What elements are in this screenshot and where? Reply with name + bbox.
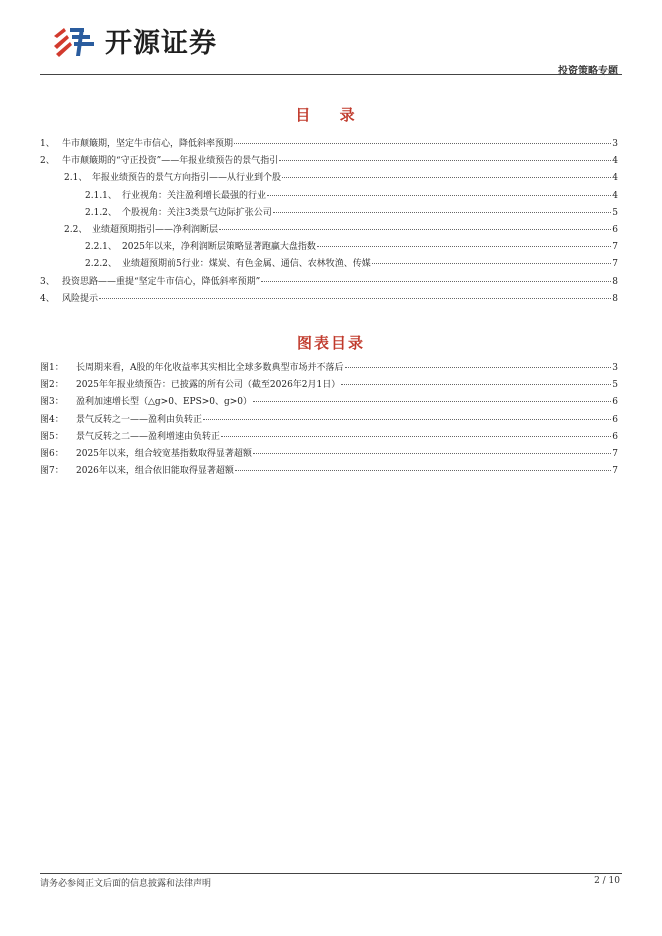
figure-entry-number: 图7：	[40, 466, 64, 477]
toc-entry-page: 8	[612, 276, 618, 287]
toc-entry-page: 4	[612, 173, 618, 184]
figures-title: 图表目录	[296, 334, 365, 352]
figure-entry-number: 图1：	[40, 363, 64, 373]
figures-list	[40, 360, 618, 480]
toc-entry-number: 2.1.2、	[85, 207, 117, 218]
figure-entry-text: 景气反转之一——盈利由负转正	[76, 414, 203, 425]
figure-entry-number: 图5：	[40, 431, 64, 442]
toc-entry-number: 2、	[40, 156, 55, 167]
dot-leader	[317, 246, 611, 247]
toc-entry-number: 4、	[40, 293, 55, 304]
toc-entry-page: 4	[612, 156, 618, 167]
toc-entry-3[interactable]	[40, 274, 618, 291]
footer-divider	[40, 873, 622, 874]
brand-logo	[50, 20, 217, 60]
toc-entry-page: 5	[612, 207, 618, 218]
toc-entry-2-1[interactable]	[40, 170, 618, 187]
figure-entry-1[interactable]	[40, 360, 618, 377]
figure-entry-text: 景气反转之二——盈利增速由负转正	[76, 431, 221, 442]
toc-entry-2-2-1[interactable]	[40, 239, 618, 256]
figure-entry-page: 3	[612, 363, 618, 373]
header-divider	[40, 74, 622, 75]
figure-entry-4[interactable]	[40, 412, 618, 429]
toc-entry-page: 7	[612, 242, 618, 253]
toc-entry-2-1-1[interactable]	[40, 188, 618, 205]
toc-entry-page: 6	[612, 224, 618, 235]
figure-entry-number: 图4：	[40, 414, 64, 425]
toc-entry-text: 年报业绩预告的景气方向指引——从行业到个股	[92, 173, 282, 184]
toc-entry-number: 2.2、	[64, 224, 88, 235]
toc-entry-page: 7	[612, 259, 618, 270]
toc-entry-2-2-2[interactable]	[40, 256, 618, 273]
dot-leader	[219, 229, 611, 230]
figure-entry-page: 7	[612, 466, 618, 477]
dot-leader	[345, 367, 612, 368]
dot-leader	[234, 143, 611, 144]
dot-leader	[99, 298, 611, 299]
figure-entry-page: 6	[612, 397, 618, 408]
figure-entry-page: 6	[612, 431, 618, 442]
toc-title: 目 录	[295, 106, 367, 124]
figure-entry-number: 图3：	[40, 397, 64, 408]
toc-entry-4[interactable]	[40, 291, 618, 308]
figure-entry-page: 5	[612, 380, 618, 391]
dot-leader	[221, 436, 611, 437]
toc-entry-text: 牛市颠簸期的“守正投资”——年报业绩预告的景气指引	[62, 156, 279, 167]
toc-entry-number: 2.2.2、	[85, 259, 117, 270]
toc-entry-text: 风险提示	[62, 293, 99, 304]
toc-entry-page: 3	[612, 139, 618, 149]
figure-entry-text: 长周期来看，A股的年化收益率其实相比全球多数典型市场并不落后	[76, 363, 344, 373]
toc-entry-text: 个股视角：关注3类景气边际扩张公司	[122, 207, 272, 218]
toc-entry-text: 业绩超预期前5行业：煤炭、有色金属、通信、农林牧渔、传媒	[122, 259, 371, 270]
dot-leader	[253, 401, 611, 402]
dot-leader	[261, 281, 611, 282]
dot-leader	[341, 384, 611, 385]
toc-entry-text: 行业视角：关注盈利增长最强的行业	[122, 190, 267, 201]
toc-entry-number: 2.1.1、	[85, 190, 117, 201]
footer-disclaimer: 请务必参阅正文后面的信息披露和法律声明	[40, 879, 212, 889]
page-number: 2 / 10	[594, 876, 620, 886]
dot-leader	[282, 177, 611, 178]
toc-entry-page: 4	[612, 190, 618, 201]
figure-entry-text: 2026年以来，组合依旧能取得显著超额	[76, 466, 234, 477]
toc-entry-text: 业绩超预期指引——净利润断层	[92, 224, 219, 235]
brand-name: 开源证券	[105, 27, 217, 59]
toc-entry-text: 2025年以来，净利润断层策略显著跑赢大盘指数	[122, 242, 316, 253]
figure-entry-number: 图2：	[40, 380, 64, 391]
figure-entry-number: 图6：	[40, 448, 64, 459]
dot-leader	[203, 419, 611, 420]
toc-entry-2-1-2[interactable]	[40, 205, 618, 222]
toc-entry-2[interactable]	[40, 153, 618, 170]
figure-entry-text: 盈利加速增长型（△g>0、EPS>0、g>0）	[76, 397, 253, 408]
toc-entry-number: 2.2.1、	[85, 242, 117, 253]
toc-entry-number: 3、	[40, 276, 55, 287]
logo-mark-icon	[50, 22, 100, 58]
toc-entry-text: 牛市颠簸期，坚定牛市信心，降低斜率预期	[62, 139, 234, 149]
dot-leader	[267, 195, 611, 196]
figure-entry-5[interactable]	[40, 429, 618, 446]
dot-leader	[273, 212, 612, 213]
toc-entry-number: 1、	[40, 139, 55, 149]
dot-leader	[372, 263, 612, 264]
figure-entry-page: 7	[612, 448, 618, 459]
figure-entry-page: 6	[612, 414, 618, 425]
figure-entry-text: 2025年年报业绩预告：已披露的所有公司（截至2026年2月1日）	[76, 380, 341, 391]
dot-leader	[235, 470, 611, 471]
report-type-label: 投资策略专题	[558, 66, 618, 77]
figure-entry-2[interactable]	[40, 377, 618, 394]
toc-entry-2-2[interactable]	[40, 222, 618, 239]
figure-entry-6[interactable]	[40, 446, 618, 463]
toc-list	[40, 136, 618, 308]
dot-leader	[279, 160, 611, 161]
dot-leader	[253, 453, 611, 454]
figure-entry-text: 2025年以来，组合较宽基指数取得显著超额	[76, 448, 252, 459]
toc-entry-page: 8	[612, 293, 618, 304]
figure-entry-7[interactable]	[40, 463, 618, 480]
toc-entry-number: 2.1、	[64, 173, 88, 184]
toc-entry-text: 投资思路——重提“坚定牛市信心，降低斜率预期”	[62, 276, 261, 287]
toc-entry-1[interactable]	[40, 136, 618, 153]
figure-entry-3[interactable]	[40, 394, 618, 411]
